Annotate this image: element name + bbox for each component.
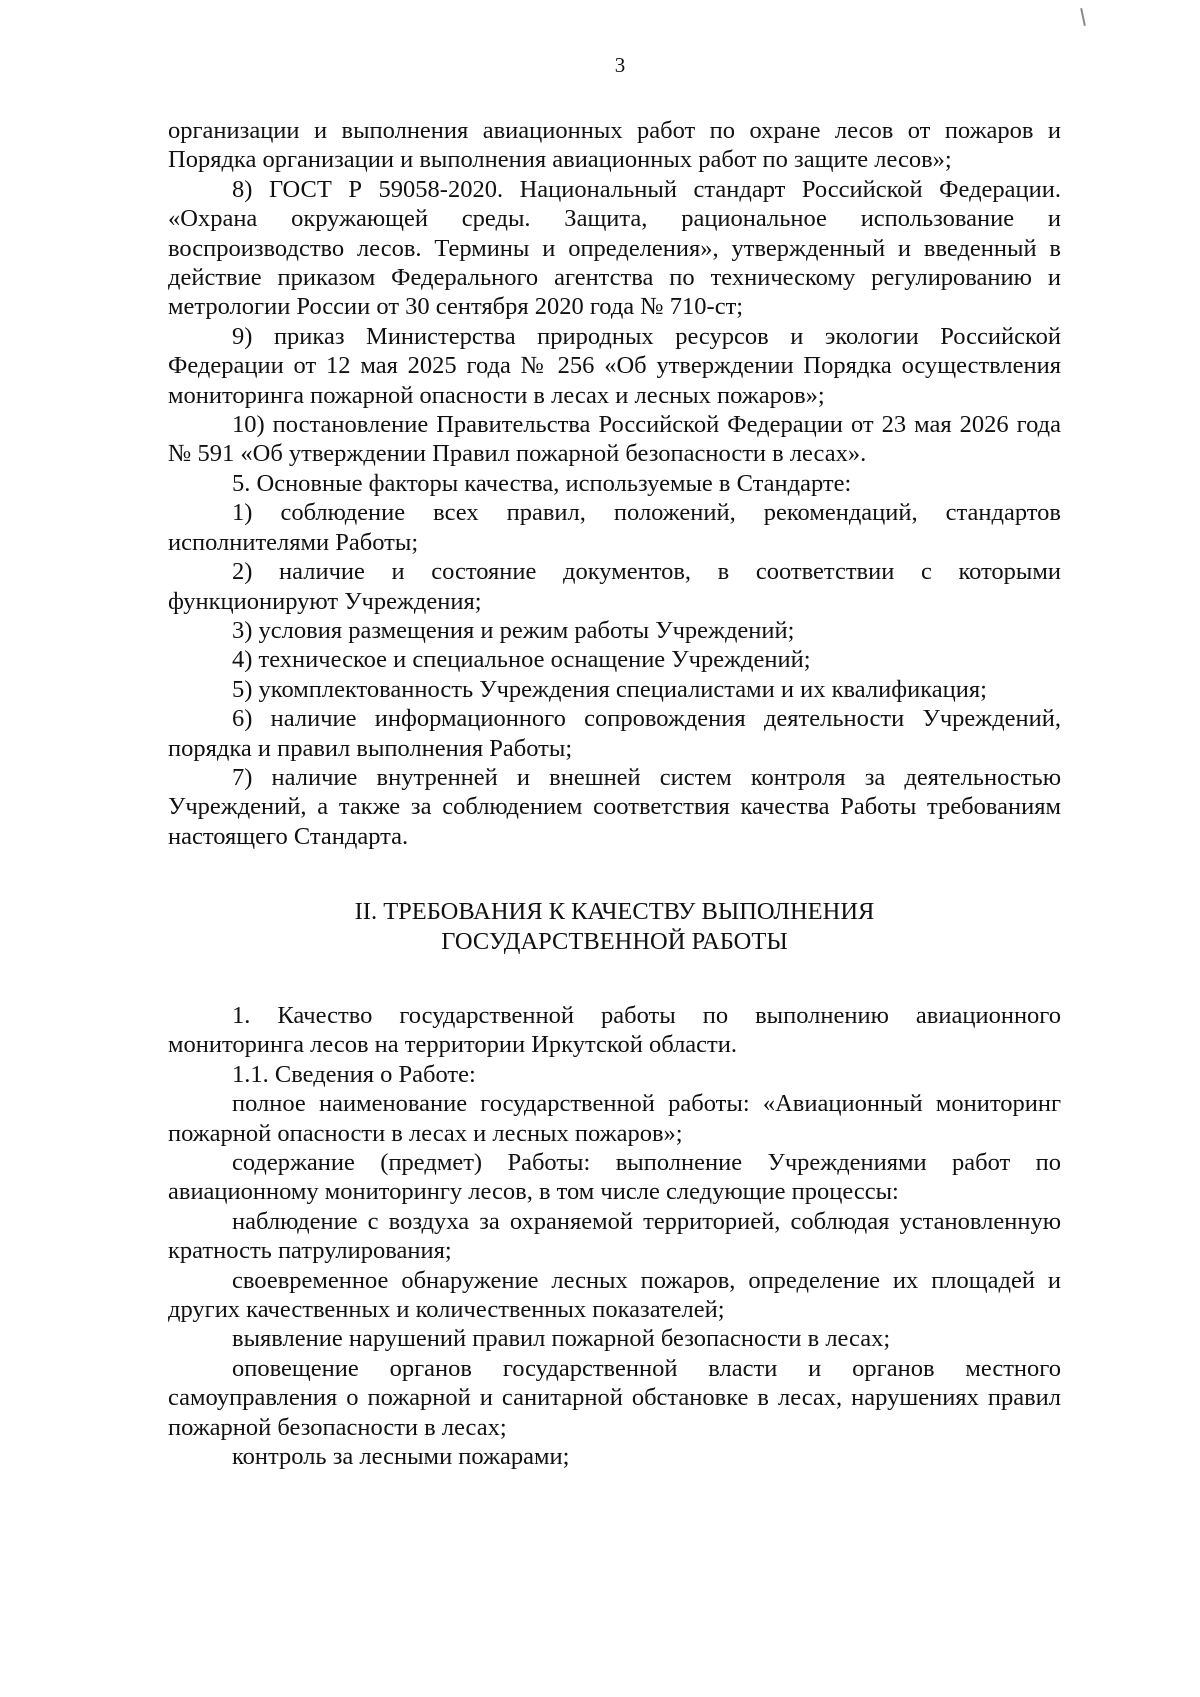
section-heading — [168, 897, 1061, 956]
process-fire-control: контроль за лесными пожарами; — [232, 1443, 570, 1471]
list-item-10-resolution: 10) постановление Правительства Российской Федерации от 23 мая 2026 года № 591 «Об утверждении Правил пожарной безопасности в лесах». — [168, 411, 1061, 468]
page-number: 3 — [614, 53, 626, 77]
quality-factor-4: 4) техническое и специальное оснащение Учреждений; — [232, 646, 811, 674]
quality-factor-3: 3) условия размещения и режим работы Учреждений; — [232, 616, 795, 644]
quality-factor-5: 5) укомплектованность Учреждения специалистами и их квалификация; — [232, 675, 987, 703]
quality-factor-6: 6) наличие информационного сопровождения деятельности Учреждений, порядка и правил выполнения Работы; — [168, 705, 1061, 762]
section-item-1-1: 1.1. Сведения о Работе: — [232, 1060, 476, 1088]
section-heading-line-2: ГОСУДАРСТВЕННОЙ РАБОТЫ — [441, 927, 788, 955]
scan-artifact-mark — [1080, 8, 1086, 26]
section-item-1: 1. Качество государственной работы по выполнению авиационного мониторинга лесов на территории Иркутской области. — [168, 1001, 1061, 1059]
process-detection: своевременное обнаружение лесных пожаров, определение их площадей и других качественных и количественных показателей; — [168, 1266, 1061, 1324]
quality-factors-intro: 5. Основные факторы качества, используемые в Стандарте: — [232, 469, 852, 497]
paragraph-continuation: организации и выполнения авиационных работ по охране лесов от пожаров и Порядка организации и выполнения авиационных работ по защите лесов»; — [168, 117, 1061, 174]
work-full-name: полное наименование государственной работы: «Авиационный мониторинг пожарной опасности в лесах и лесных пожаров»; — [168, 1090, 1061, 1147]
quality-factor-1: 1) соблюдение всех правил, положений, рекомендаций, стандартов исполнителями Работы; — [168, 499, 1061, 556]
work-content: содержание (предмет) Работы: выполнение Учреждениями работ по авиационному мониторингу лесов, в том числе следующие процессы: — [168, 1149, 1061, 1206]
list-item-9-order: 9) приказ Министерства природных ресурсов и экологии Российской Федерации от 12 мая 2025 года № 256 «Об утверждении Порядка осуществления мониторинга пожарной опасности в лесах и лесных пожаров»; — [168, 322, 1061, 409]
list-item-8-gost: 8) ГОСТ Р 59058-2020. Национальный стандарт Российской Федерации. «Охрана окружающей среды. Защита, рациональное использование и воспроизводство лесов. Термины и определения», утвержденный и введенный в действие приказом Федерального агентства по техническому регулированию и метрологии России от 30 сентября 2020 года № 710-ст; — [168, 175, 1061, 321]
process-notification: оповещение органов государственной власти и органов местного самоуправления о пожарной и санитарной обстановке в лесах, нарушениях правил пожарной безопасности в лесах; — [168, 1354, 1061, 1441]
process-observation: наблюдение с воздуха за охраняемой территорией, соблюдая установленную кратность патрулирования; — [168, 1207, 1061, 1265]
quality-factor-7: 7) наличие внутренней и внешней систем контроля за деятельностью Учреждений, а также за соблюдением соответствия качества Работы требованиям настоящего Стандарта. — [168, 763, 1061, 850]
quality-factor-2: 2) наличие и состояние документов, в соответствии с которыми функционируют Учреждения; — [168, 558, 1061, 615]
section-heading-line-1: II. ТРЕБОВАНИЯ К КАЧЕСТВУ ВЫПОЛНЕНИЯ — [354, 898, 875, 926]
document-body — [168, 116, 1061, 1471]
process-violations: выявление нарушений правил пожарной безопасности в лесах; — [232, 1325, 891, 1353]
